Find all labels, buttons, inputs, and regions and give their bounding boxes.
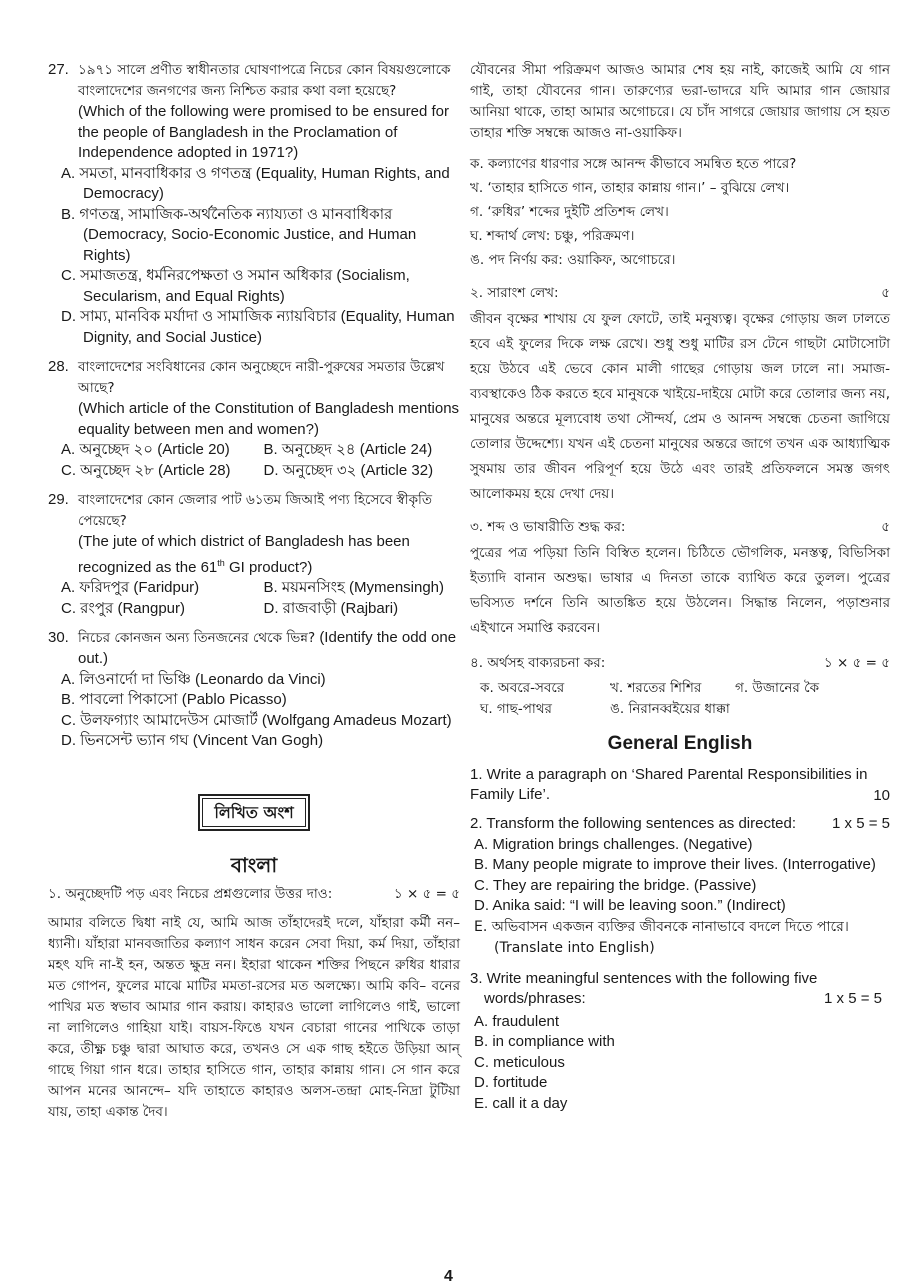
mcq-options-29	[48, 578, 460, 619]
english-q1	[470, 765, 890, 807]
question-english-pre: (The jute of which district of Bangladesh has been recognized as the 61	[78, 533, 410, 576]
written-section-header	[48, 794, 460, 831]
subquestion-kha: খ. ‘তাহার হাসিতে গান, তাহার কান্নায় গান।’ – বুঝিয়ে লেখ।	[470, 180, 790, 196]
mcq-question-30	[48, 628, 460, 670]
bangla-q1-title: ১. অনুচ্ছেদটি পড় এবং নিচের প্রশ্নগুলোর উত্তর দাও:	[48, 885, 333, 902]
question-english: (Identify the odd one out.)	[78, 629, 457, 667]
transform-item: C. They are repairing the bridge. (Passive)	[474, 876, 757, 894]
bangla-q4-marks: ১ × ৫ = ৫	[823, 655, 890, 671]
bangla-heading: বাংলা	[230, 852, 278, 877]
mcq-question-28	[48, 357, 460, 440]
bangla-q1-passage-part2: যৌবনের সীমা পরিক্রমণ আজও আমার শেষ হয় নাই, কাজেই আমি যে গান গাই, তাহা যৌবনের গান। তারুণ্যের ভরা-ভাদরে যদি আমার গান জোয়ার আনিয়া থাকে, তাহা আমার অগোচরে। যে চাঁদ সাগরে জোয়ার জাগায় সে হয়ত তাহার শক্তি সম্বন্ধে আজও না-ওয়াকিফ।	[470, 62, 890, 141]
option-a: A. ফরিদপুর (Faridpur)	[61, 579, 200, 596]
mcq-options-27	[48, 164, 460, 349]
word-item: A. fraudulent	[474, 1012, 560, 1030]
mcq-options-28	[48, 440, 460, 481]
bangla-q1-header	[48, 884, 460, 905]
bangla-q3-passage: পুত্রের পত্র পড়িয়া তিনি বিস্বিত হলেন। চিঠিতে ভৌগলিক, মনস্তত্ব, বিভিসিকা ইত্যাদি বানান অশুদ্ধ। ভাষার এ দিনতা তাকে ব্যাথিত করে তুলল। পুত্রের ভবিস্যত দর্শনে তিনি আতঙ্কিত হয়ে উঠলেন। সিদ্ধান্ত নিলেন, পড়াশুনার এইখানে সমাপ্তি করবেন।	[470, 545, 890, 636]
mcq-options-30	[48, 670, 460, 752]
option-c: C. সমাজতন্ত্র, ধর্মনিরপেক্ষতা ও সমান অধিকার (Socialism, Secularism, and Equal Rights)	[61, 267, 410, 305]
bangla-q2-title: ২. সারাংশ লেখ:	[470, 285, 559, 301]
option-a: A. সমতা, মানবাধিকার ও গণতন্ত্র (Equality, Human Rights, and Democracy)	[61, 164, 450, 202]
bangla-q1-marks: ১ × ৫ = ৫	[393, 885, 460, 902]
english-q3-marks: 1 x 5 = 5	[824, 990, 882, 1007]
option-c: C. উলফগ্যাং আমাদেউস মোজার্ট (Wolfgang Amadeus Mozart)	[61, 711, 452, 729]
transform-item: D. Anika said: “I will be leaving soon.” (Indirect)	[474, 897, 786, 914]
option-a: A. লিওনার্দো দা ভিঞ্চি (Leonardo da Vinci)	[61, 670, 326, 688]
word-item: E. call it a day	[474, 1094, 568, 1112]
question-bangla: নিচের কোনজন অন্য তিনজনের থেকে ভিন্ন?	[78, 630, 316, 646]
english-heading: General English	[607, 733, 753, 754]
english-q1-marks: 10	[873, 786, 890, 804]
question-number: 30.	[48, 629, 69, 646]
phrase-item: ক. অবরে-সবরে	[480, 680, 565, 696]
question-bangla: বাংলাদেশের কোন জেলার পাট ৬১তম জিআই পণ্য হিসেবে স্বীকৃতি পেয়েছে?	[78, 492, 433, 529]
ordinal-suffix: th	[217, 557, 225, 568]
question-english	[78, 532, 460, 578]
bangla-q4-items-row1	[470, 678, 890, 699]
option-d: D. ভিনসেন্ট ভ্যান গঘ (Vincent Van Gogh)	[61, 732, 324, 749]
english-q3-header	[470, 989, 890, 1010]
english-q3	[470, 969, 890, 1115]
bangla-q2-header	[470, 283, 890, 304]
bangla-q2-passage: জীবন বৃক্ষের শাখায় যে ফুল ফোটে, তাই মনুষ্যত্ব। বৃক্ষের গোড়ায় জল ঢালতে হবে এই ফুলের দিকে লক্ষ রেখে। শুধু শুধু মাটির রস টেনে গাছটা মোটাসোটা হয়ে উঠবে এই ভেবে কোন মালী গাছের গোড়ায় জল ঢালে না। সমাজ-ব্যবস্থাকেও ঠিক করতে হবে মানুষকে খাইয়ে-দাইয়ে মোটা করে তোলার জন্য নয়, মানুষের অন্তরে মূল্যবোধ তথা সৌন্দর্য, প্রেম ও আনন্দ সম্বন্ধে চেতনা জাগিয়ে তোলার উদ্দেশ্যে। যখন এই চেতনা মানুষের অন্তরে জাগে তখন এক আধ্যাত্মিক সুষমায় তার জীবন পরিপূর্ণ হয়ে উঠে এবং তারই প্রতিফলনে সমস্ত জগৎ আলোকময় হয়ে দেখা দেয়।	[470, 311, 890, 502]
bangla-q3-header	[470, 517, 890, 538]
mcq-question-27	[48, 60, 460, 164]
phrase-item: ঘ. গাছ-পাথর	[480, 701, 552, 717]
bangla-q2-marks: ৫	[881, 285, 890, 301]
question-number: 28.	[48, 358, 69, 375]
english-q2-items	[470, 835, 890, 959]
left-column	[48, 60, 460, 1123]
word-item: D. fortitude	[474, 1074, 548, 1091]
transform-item: A. Migration brings challenges. (Negative)	[474, 835, 753, 853]
bangla-q4-title: ৪. অর্থসহ বাক্যরচনা কর:	[470, 655, 606, 671]
option-c: C. রংপুর (Rangpur)	[61, 599, 186, 617]
subquestion-ka: ক. কল্যাণের ধারণার সঙ্গে আনন্দ কীভাবে সমন্বিত হতে পারে?	[470, 156, 797, 172]
question-bangla: ১৯৭১ সালে প্রণীত স্বাধীনতার ঘোষণাপত্রে নিচের কোন বিষয়গুলোকে বাংলাদেশের জনগণের জন্য নিশ্চিত করার কথা বলা হয়েছে?	[78, 62, 451, 99]
question-number: 27.	[48, 61, 69, 78]
english-q2-title: 2. Transform the following sentences as directed:	[470, 815, 797, 832]
right-column	[470, 60, 890, 1114]
mcq-question-29	[48, 490, 460, 578]
bangla-q3-marks: ৫	[881, 519, 890, 535]
english-q1-title: 1. Write a paragraph on ‘Shared Parental Responsibilities in Family Life’.	[470, 765, 868, 803]
question-english: (Which of the following were promised to be ensured for the people of Bangladesh in the Proclamation of Independence adopted in 1971?)	[78, 103, 450, 161]
option-b: B. অনুচ্ছেদ ২৪ (Article 24)	[263, 441, 433, 458]
question-english: (Which article of the Constitution of Bangladesh mentions equality between men and women?)	[78, 400, 460, 438]
transform-item: E. অভিবাসন একজন ব্যক্তির জীবনকে নানাভাবে বদলে দিতে পারে। (Translate into English)	[474, 918, 849, 956]
option-d: D. সাম্য, মানবিক মর্যাদা ও সামাজিক ন্যায়বিচার (Equality, Human Dignity, and Social Justice)	[61, 308, 455, 346]
option-b: B. গণতন্ত্র, সামাজিক-অর্থনৈতিক ন্যায্যতা ও মানবাধিকার (Democracy, Socio-Economic Justice, and Human Rights)	[61, 205, 417, 264]
english-q3-title-line2: words/phrases:	[484, 990, 586, 1007]
bangla-q4-items-row2	[470, 699, 890, 720]
phrase-item: গ. উজানের কৈ	[735, 680, 820, 696]
bangla-q1-passage-part1: আমার বলিতে দ্বিধা নাই যে, আমি আজ তাঁহাদেরই দলে, যাঁহারা কর্মী নন–ধ্যানী। যাঁহারা মানবজাতির কল্যাণ সাধন করেন সেবা দিয়া, কর্ম দিয়া, তাঁহারা মহৎ যদি না-ই হন, অন্তত ক্ষুদ্র নন। ইহারা থাকেন শক্তির পিছনে রুধির ধারার মত গোপন, ফুলের মাঝে মাটির মমতা-রসের মত অলক্ষ্যে। আমি কবি– বনের পাখির মত স্বভাব আমার গান করায়। কাহারও ভালো লাগিলেও গাই, ভালো না লাগিলেও গাহিয়া যাই। বায়স-ফিঙে যখন বেচারা গানের পাখিকে তাড়া করে, তীক্ষ্ণ চঞ্চু দ্বারা আঘাত করে, তখনও সে এক গাছ হইতে উড়িয়া আন্ গাছে গিয়া গান ধরে। তাহার হাসিতে গান, তাহার কান্নায় গান। সে গান করে আপন মনের আনন্দে– যদি তাহাতে কাহারও অলস-তন্দ্রা মোহ-নিদ্রা টুটিয়া যায়, তাহা একান্ত দৈব।	[48, 914, 460, 1120]
written-section-box: লিখিত অংশ	[198, 794, 309, 831]
word-item: B. in compliance with	[474, 1033, 615, 1050]
option-c: C. অনুচ্ছেদ ২৮ (Article 28)	[61, 461, 231, 479]
question-text	[78, 628, 460, 670]
option-b: B. ময়মনসিংহ (Mymensingh)	[263, 579, 445, 596]
bangla-q3-title: ৩. শব্দ ও ভাষারীতি শুদ্ধ কর:	[470, 519, 626, 535]
word-item: C. meticulous	[474, 1053, 565, 1071]
subquestion-umo: ঙ. পদ নির্ণয় কর: ওয়াকিফ, অগোচরে।	[470, 252, 676, 268]
option-d: D. অনুচ্ছেদ ৩২ (Article 32)	[263, 461, 434, 479]
subquestion-ga: গ. ‘রুধির’ শব্দের দুইটি প্রতিশব্দ লেখ।	[470, 204, 669, 220]
transform-item: B. Many people migrate to improve their lives. (Interrogative)	[474, 856, 876, 873]
question-bangla: বাংলাদেশের সংবিধানের কোন অনুচ্ছেদে নারী-পুরুষের সমতার উল্লেখ আছে?	[78, 359, 445, 396]
english-q2-header	[470, 814, 890, 835]
subquestion-gha: ঘ. শব্দার্থ লেখ: চঞ্চু, পরিক্রমণ।	[470, 228, 635, 244]
phrase-item: খ. শরতের শিশির	[610, 680, 702, 696]
question-english-post: GI product?)	[224, 558, 313, 576]
option-d: D. রাজবাড়ী (Rajbari)	[263, 599, 399, 617]
page-number: 4	[444, 1268, 453, 1285]
english-q2	[470, 814, 890, 959]
english-q3-title-line1: 3. Write meaningful sentences with the following five	[470, 969, 818, 987]
phrase-item: ঙ. নিরানব্বইয়ের ধাক্কা	[610, 701, 730, 717]
option-a: A. অনুচ্ছেদ ২০ (Article 20)	[61, 441, 230, 458]
question-number: 29.	[48, 491, 69, 508]
option-b: B. পাবলো পিকাসো (Pablo Picasso)	[61, 691, 287, 708]
english-q3-items	[470, 1012, 890, 1115]
bangla-q1-subquestions	[470, 154, 890, 271]
english-q2-marks: 1 x 5 = 5	[832, 815, 890, 832]
bangla-q4-header	[470, 653, 890, 674]
